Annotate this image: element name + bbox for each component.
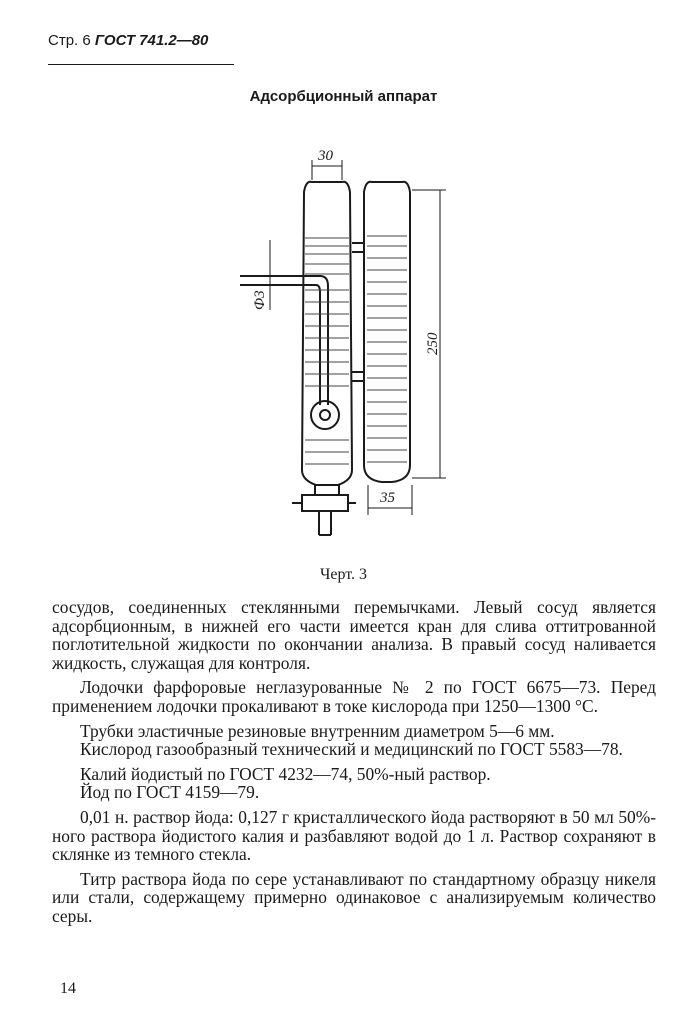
paragraph: 0,01 н. раствор йода: 0,127 г кристаллического йода растворяют в 50 мл 50%-ного раствора йодистого калия и разбавляют водой до 1 л. Раствор сохраняют в склянке из темного стекла. [52, 806, 656, 865]
upper-bridge [352, 243, 364, 252]
paragraph: Титр раствора йода по сере устанавливают по стандартному образцу никеля или стали, содержащему примерно одинаковое с анализируемым количество серы. [52, 868, 656, 926]
figure-caption: Черт. 3 [319, 566, 368, 583]
dim-right-label: 35 [380, 490, 395, 506]
paragraph: Трубки эластичные резиновые внутренним диаметром 5—6 мм. [80, 720, 555, 741]
running-header [48, 32, 234, 49]
paragraph: Лодочки фарфоровые неглазурованные № 2 по ГОСТ 6675—73. Перед применением лодочки прокаливают в токе кислорода при 1250—1300 °С. [52, 677, 656, 716]
gas-disperser [311, 401, 339, 429]
dim-tube-label: Ф3 [252, 290, 268, 310]
paragraph: Йод по ГОСТ 4159—79. [80, 782, 260, 803]
adsorption-apparatus-drawing [232, 140, 472, 560]
dim-height-label: 250 [425, 332, 441, 355]
paragraph: сосудов, соединенных стеклянными перемычками. Левый сосуд является адсорбционным, в нижней его части имеется кран для слива оттитрованной поглотительной жидкости по окончании анализа. В правый сосуд наливается жидкость, служащая для контроля. [52, 597, 656, 673]
paragraph: Кислород газообразный технический и медицинский по ГОСТ 5583—78. [80, 739, 623, 760]
right-vessel [364, 182, 410, 482]
page-number: 14 [60, 980, 76, 997]
header-standard: ГОСТ 741.2—80 [94, 32, 209, 49]
dim-top-label: 30 [318, 148, 333, 164]
figure-title: Адсорбционный аппарат [249, 88, 438, 105]
body-text [52, 598, 656, 926]
lower-bridge [352, 372, 364, 381]
header-rule [48, 64, 234, 65]
stopcock [315, 485, 339, 495]
header-page-prefix: Стр. 6 [48, 32, 91, 49]
paragraph: Калий йодистый по ГОСТ 4232—74, 50%-ный раствор. [80, 763, 491, 784]
